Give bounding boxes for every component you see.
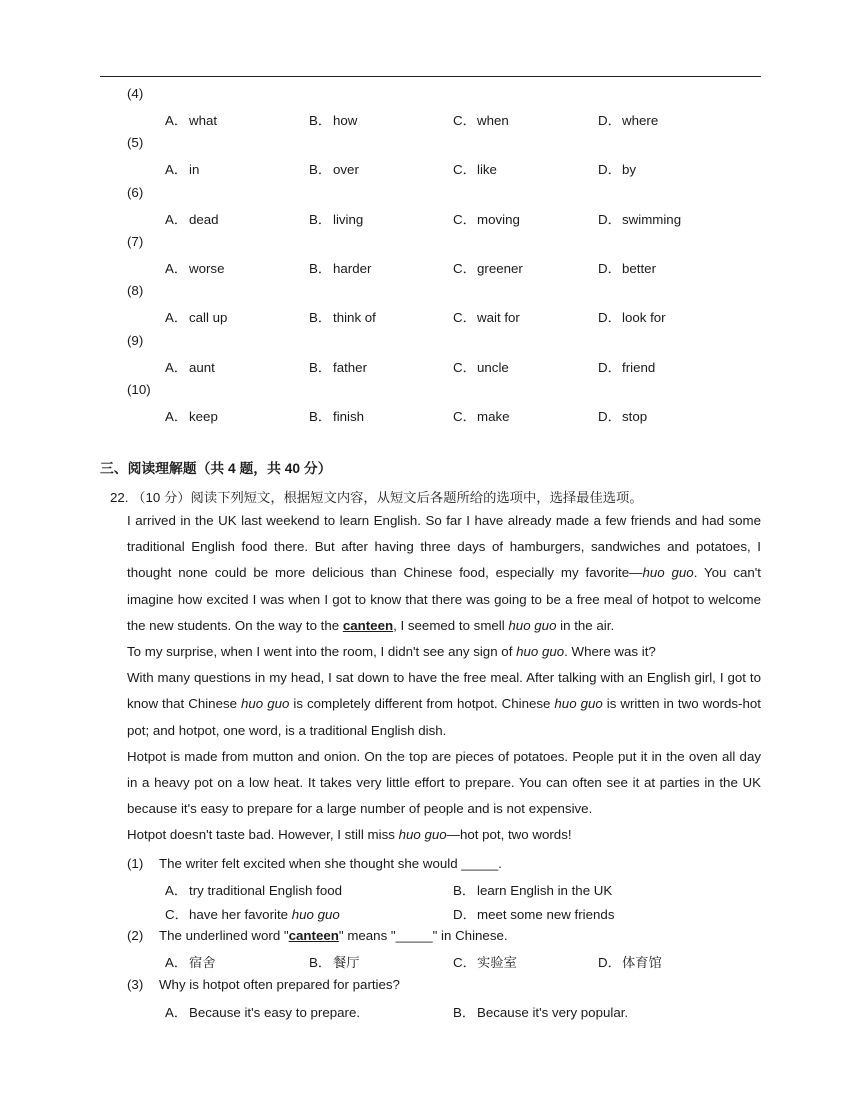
passage-paragraph-5: Hotpot doesn't taste bad. However, I still miss huo guo—hot pot, two words! [127,827,572,843]
cloze-option-a[interactable]: A． worse [165,260,225,276]
cloze-option-b[interactable]: B． think of [309,310,376,326]
subquestion-2-option-d[interactable]: D．体育馆 [598,955,662,971]
cloze-option-b[interactable]: B． harder [309,260,372,276]
cloze-option-c[interactable]: C．greener [453,260,523,276]
cloze-question-number: (10) [127,381,151,397]
cloze-option-d[interactable]: D．stop [598,408,648,424]
cloze-option-b[interactable]: B． how [309,113,358,128]
cloze-option-c[interactable]: C．uncle [453,359,509,375]
cloze-question-number: (4) [127,86,144,101]
reading-passage [127,508,761,849]
header-rule [100,76,761,77]
passage-paragraph-1: I arrived in the UK last weekend to learn English. So far I have already made a few friends and had some traditional English food there. But after having three days of hamburgers, sandwiches and potatoes, I thought none could be more delicious than Chinese food, especially my favorite—huo guo. You can't imagine how excited I was when I got to know that there was going to be a free meal of hotpot to welcome the new students. On the way to the canteen, I seemed to smell huo guo in the air. [127,513,761,633]
cloze-question-number: (9) [127,332,144,348]
cloze-option-a[interactable]: A． dead [165,211,219,227]
subquestion-1-option-a[interactable]: A． try traditional English food [165,883,342,898]
cloze-option-d[interactable]: D．friend [598,359,656,375]
cloze-option-c[interactable]: C．make [453,408,510,424]
subquestion-1-option-c[interactable]: C．have her favorite huo guo [165,907,340,922]
cloze-option-c[interactable]: C．like [453,162,497,178]
section-heading: 三、阅读理解题（共 4 题，共 40 分） [100,461,332,476]
subquestion-3-option-a[interactable]: A． Because it's easy to prepare. [165,1005,361,1020]
cloze-option-b[interactable]: B． over [309,162,359,178]
cloze-option-c[interactable]: C．wait for [453,310,520,326]
cloze-question-number: (7) [127,233,144,249]
cloze-option-c[interactable]: C．when [453,113,509,128]
cloze-option-a[interactable]: A． keep [165,408,218,424]
cloze-option-a[interactable]: A． what [165,113,218,128]
question-22-intro: 22. （10 分）阅读下列短文，根据短文内容，从短文后各题所给的选项中，选择最佳选项。 [110,490,643,505]
cloze-option-a[interactable]: A． aunt [165,359,215,375]
cloze-option-b[interactable]: B． finish [309,408,365,424]
cloze-option-d[interactable]: D．swimming [598,211,682,227]
subquestion-3-stem: (3) Why is hotpot often prepared for parties? [127,977,400,992]
subquestion-1-stem: (1) The writer felt excited when she thought she would _____. [127,856,502,871]
passage-paragraph-3: With many questions in my head, I sat down to have the free meal. After talking with an English girl, I got to know that Chinese huo guo is completely different from hotpot. Chinese huo guo is written in two words-hot pot; and hotpot, one word, is a traditional English dish. [127,670,761,738]
cloze-option-d[interactable]: D．where [598,113,659,128]
cloze-option-d[interactable]: D．by [598,162,637,178]
cloze-option-d[interactable]: D．better [598,260,657,276]
subquestion-2-stem: (2) The underlined word "canteen" means "_____" in Chinese. [127,928,508,943]
cloze-question-number: (5) [127,135,144,151]
passage-paragraph-2: To my surprise, when I went into the room, I didn't see any sign of huo guo. Where was it? [127,644,656,660]
subquestion-1-option-d[interactable]: D．meet some new friends [453,907,615,922]
cloze-option-a[interactable]: A． in [165,162,200,178]
subquestion-2-option-b[interactable]: B． 餐厅 [309,955,360,971]
cloze-option-d[interactable]: D．look for [598,310,666,326]
subquestion-1-option-b[interactable]: B． learn English in the UK [453,883,613,898]
underlined-word-canteen: canteen [342,617,394,633]
subquestion-2-option-a[interactable]: A． 宿舍 [165,955,216,971]
passage-paragraph-4: Hotpot is made from mutton and onion. On the top are pieces of potatoes. People put it in the oven all day in a heavy pot on a low heat. It takes very little effort to prepare. You can often see it at parties in the UK because it's easy to prepare for a large number of people and is not expensive. [127,748,761,817]
cloze-question-number: (6) [127,184,144,200]
cloze-question-number: (8) [127,283,144,299]
subquestion-3-option-b[interactable]: B． Because it's very popular. [453,1005,629,1020]
subquestion-2-option-c[interactable]: C．实验室 [453,955,517,971]
cloze-option-a[interactable]: A． call up [165,310,228,326]
cloze-option-b[interactable]: B． living [309,211,364,227]
cloze-option-b[interactable]: B． father [309,359,368,375]
cloze-option-c[interactable]: C．moving [453,211,520,227]
